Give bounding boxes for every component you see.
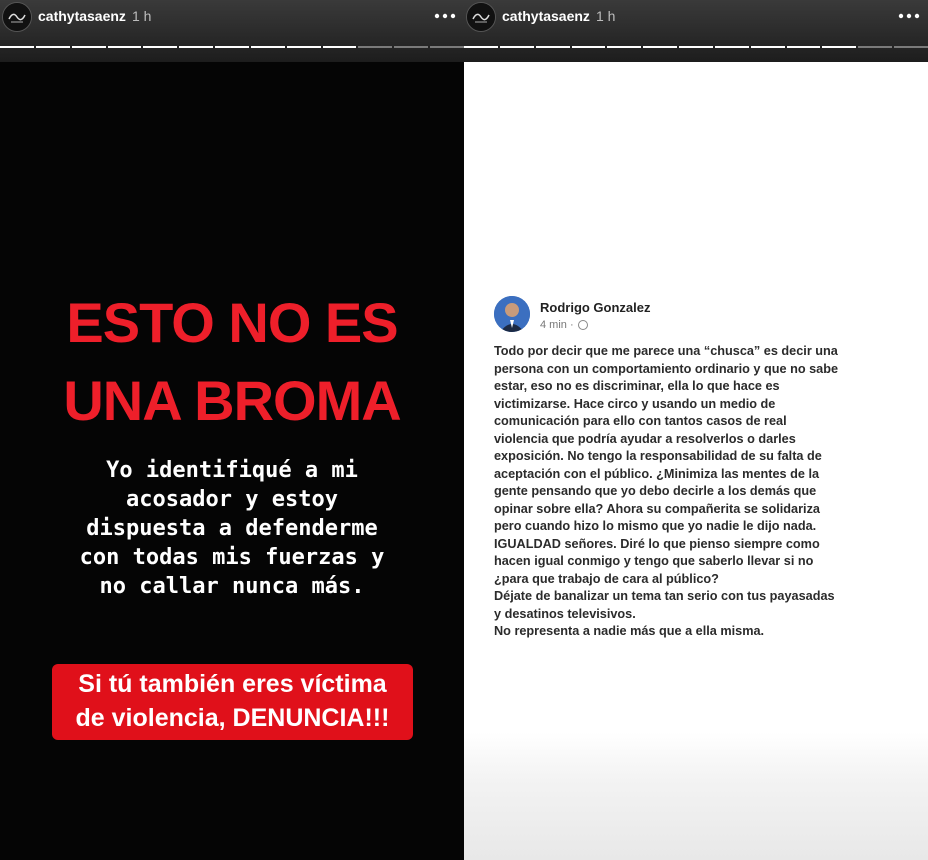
progress-segment <box>679 46 713 48</box>
message-line: Yo identifiqué a mi <box>106 458 358 483</box>
progress-segment <box>251 46 285 48</box>
progress-segment <box>0 46 34 48</box>
story-header <box>0 0 464 62</box>
progress-segment <box>108 46 142 48</box>
story-header <box>464 0 928 62</box>
more-options-button[interactable] <box>896 4 922 26</box>
progress-segment <box>215 46 249 48</box>
message-line: no callar nunca más. <box>99 574 365 599</box>
progress-segment <box>500 46 534 48</box>
post-text-line: comunicación para ello con tantos casos de real <box>494 414 787 428</box>
progress-segment <box>607 46 641 48</box>
post-text-line: estar, eso no es discriminar, ella lo que hace es <box>494 379 780 393</box>
avatar-logo-icon <box>3 3 31 31</box>
progress-segment <box>787 46 821 48</box>
post-time: 1 h <box>132 8 152 24</box>
progress-segment <box>36 46 70 48</box>
call-to-action-banner <box>52 664 413 740</box>
story-progress-bar <box>0 46 464 49</box>
profile-avatar[interactable] <box>466 2 496 32</box>
progress-segment <box>715 46 749 48</box>
username[interactable]: cathytasaenz <box>38 8 126 24</box>
progress-segment <box>323 46 357 48</box>
post-text-line: Todo por decir que me parece una “chusca” es decir una <box>494 344 838 358</box>
progress-segment <box>358 46 392 48</box>
post-text-line: No representa a nadie más que a ella misma. <box>494 624 765 638</box>
post-text-line: pero cuando hizo lo mismo que yo nadie le dijo nada. <box>494 519 817 533</box>
post-text-line: Déjate de banalizar un tema tan serio con tus payasadas <box>494 589 835 603</box>
post-text-line: persona con un comportamiento ordinario y que no sabe <box>494 361 839 376</box>
progress-segment <box>572 46 606 48</box>
username[interactable]: cathytasaenz <box>502 8 590 24</box>
message-line: acosador y estoy <box>126 487 338 512</box>
post-text-line: violencia que podría ayudar a resolverlos o darles <box>494 431 796 446</box>
more-options-icon <box>432 4 458 26</box>
cta-line-1: Si tú también eres víctima <box>78 670 387 698</box>
progress-segment <box>822 46 856 48</box>
story-right[interactable] <box>464 0 928 860</box>
post-text-line: IGUALDAD señores. Diré lo que pienso siempre como <box>494 536 820 551</box>
progress-segment <box>464 46 498 48</box>
progress-segment <box>394 46 428 48</box>
post-meta <box>540 319 588 331</box>
progress-segment <box>287 46 321 48</box>
story-progress-bar <box>464 46 928 49</box>
more-options-button[interactable] <box>432 4 458 26</box>
progress-segment <box>643 46 677 48</box>
post-text-line: y desatinos televisivos. <box>494 606 636 621</box>
cta-line-2: de violencia, DENUNCIA!!! <box>75 704 390 732</box>
progress-segment <box>858 46 892 48</box>
message-line: con todas mis fuerzas y <box>79 545 385 570</box>
progress-segment <box>430 46 464 48</box>
post-text-line: victimizarse. Hace circo y usando un medio de <box>494 396 776 411</box>
post-text-line: ¿para que trabajo de cara al público? <box>494 571 719 586</box>
person-photo-icon <box>494 296 530 332</box>
post-time: 1 h <box>596 8 616 24</box>
post-text-line: aceptación con el público. ¿Minimiza las mentes de la <box>494 466 820 481</box>
progress-segment <box>894 46 928 48</box>
progress-segment <box>751 46 785 48</box>
globe-icon <box>578 320 588 330</box>
more-options-icon <box>896 4 922 26</box>
post-author: Rodrigo Gonzalez <box>540 300 651 315</box>
progress-segment <box>179 46 213 48</box>
progress-segment <box>72 46 106 48</box>
post-text-line: exposición. No tengo la responsabilidad de su falta de <box>494 449 822 463</box>
message-line: dispuesta a defenderme <box>86 516 378 541</box>
headline-line-1: ESTO NO ES <box>66 291 398 354</box>
profile-avatar[interactable] <box>2 2 32 32</box>
post-text-line: gente pensando que yo debo decirle a los demás que <box>494 484 817 498</box>
post-timestamp: 4 min · <box>540 319 574 331</box>
headline-line-2: UNA BROMA <box>63 369 401 432</box>
avatar-logo-icon <box>467 3 495 31</box>
post-text-line: opinar sobre ella? Ahora su compañerita se solidariza <box>494 501 820 516</box>
facebook-post-screenshot <box>464 62 928 860</box>
progress-segment <box>143 46 177 48</box>
progress-segment <box>536 46 570 48</box>
author-avatar <box>494 296 530 332</box>
post-text-line: hacen igual conmigo y tengo que saberlo llevar si no <box>494 554 814 568</box>
